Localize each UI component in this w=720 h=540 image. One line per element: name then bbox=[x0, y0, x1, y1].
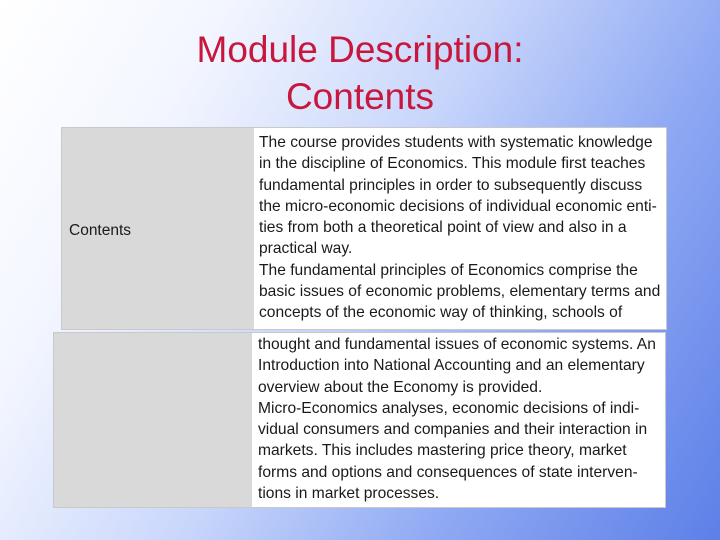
text-line: thought and fundamental issues of economic systems. An bbox=[258, 336, 656, 353]
text-line: vidual consumers and companies and their interaction in bbox=[258, 421, 648, 439]
text-line: fundamental principles in order to subsequently discuss bbox=[259, 176, 643, 194]
text-line: in the discipline of Economics. This module first teaches bbox=[259, 155, 646, 173]
text-line: the micro-economic decisions of individual economic enti- bbox=[259, 197, 657, 215]
text-line: basic issues of economic problems, elementary terms and bbox=[259, 283, 661, 301]
text-line: Introduction into National Accounting and an elementary bbox=[258, 357, 645, 375]
empty-label-cell bbox=[54, 333, 252, 507]
text-line: The course provides students with systematic knowledge bbox=[259, 134, 653, 151]
text-line: overview about the Economy is provided. bbox=[258, 378, 543, 396]
contents-label: Contents bbox=[69, 222, 132, 239]
slide-title-line-2: Contents bbox=[285, 76, 435, 117]
text-line: Micro-Economics analyses, economic decisions of indi- bbox=[258, 399, 640, 417]
contents-text-top bbox=[256, 128, 666, 329]
text-line: tions in market processes. bbox=[258, 485, 440, 503]
text-line: concepts of the economic way of thinking, schools of bbox=[259, 304, 623, 322]
text-line: markets. This includes mastering price theory, market bbox=[258, 442, 627, 460]
contents-text-bottom bbox=[254, 333, 665, 507]
contents-label-cell bbox=[62, 128, 254, 329]
slide-title-line-1: Module Description: bbox=[196, 29, 524, 70]
text-line: forms and options and consequences of state interven- bbox=[258, 463, 638, 481]
text-line: ties from both a theoretical point of view and also in a bbox=[259, 219, 627, 237]
contents-table-bottom bbox=[53, 332, 666, 508]
text-line: The fundamental principles of Economics comprise the bbox=[259, 261, 638, 279]
text-line: practical way. bbox=[259, 240, 353, 258]
slide-title bbox=[0, 26, 720, 120]
contents-table-top bbox=[61, 127, 667, 330]
